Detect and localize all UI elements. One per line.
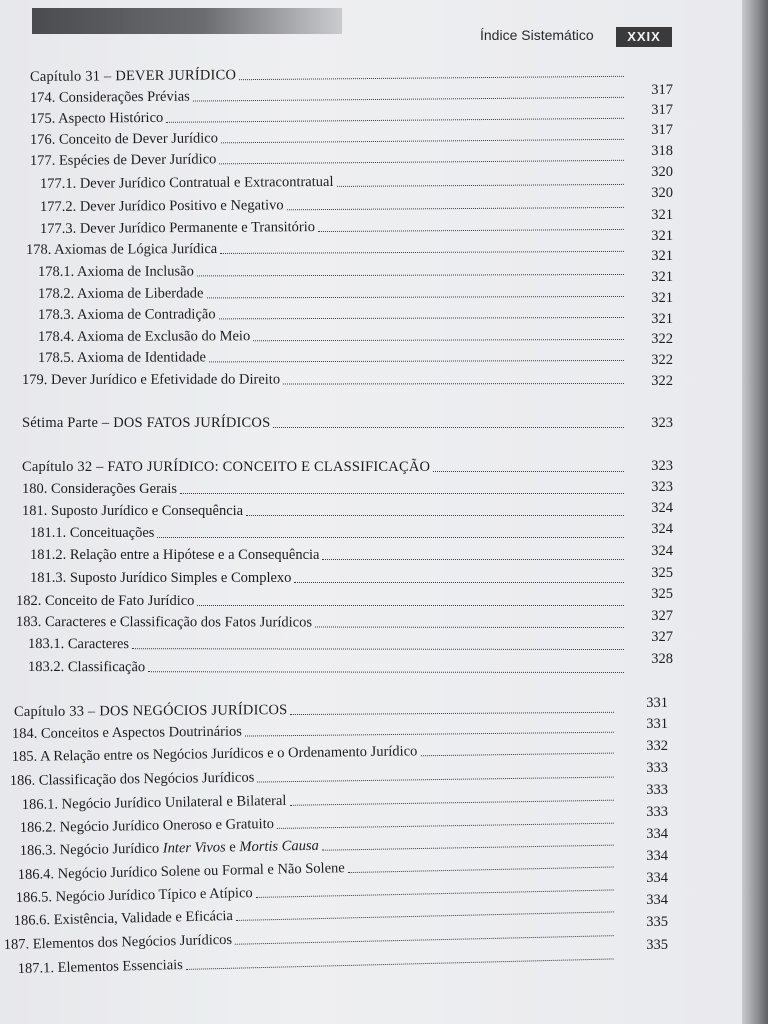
leader-dots: [148, 671, 624, 673]
toc-entry-label: 186.6. Existência, Validade e Eficácia: [13, 908, 234, 930]
toc-entry-label: Capítulo 32 – FATO JURÍDICO: CONCEITO E CLASSIFICAÇÃO: [22, 459, 431, 475]
leader-dots: [322, 845, 614, 851]
toc-page-number: 323: [651, 458, 673, 474]
toc-entry-label: 186. Classificação dos Negócios Jurídicos: [9, 769, 255, 790]
leader-dots: [283, 383, 624, 385]
leader-dots: [235, 935, 614, 945]
toc-entry-label: 186.4. Negócio Jurídico Solene ou Formal e Não Solene: [17, 860, 345, 884]
toc-entry-label: 181.2. Relação entre a Hipótese e a Consequência: [30, 547, 320, 563]
leader-dots: [186, 958, 614, 969]
roman-page-number: XXIX: [616, 27, 672, 47]
toc-entry: [30, 145, 630, 170]
toc-entry-label: 178.2. Axioma de Liberdade: [37, 285, 204, 302]
toc-entry-label: 184. Conceitos e Aspectos Doutrinários: [11, 723, 242, 743]
toc-entry-label: 181.3. Suposto Jurídico Simples e Complexo: [30, 570, 292, 586]
leader-dots: [219, 160, 624, 165]
toc-entry-label: 187.1. Elementos Essenciais: [17, 956, 184, 978]
toc-entry-label: 176. Conceito de Dever Jurídico: [29, 130, 219, 149]
toc-subentry: [28, 656, 630, 677]
toc-page-number: 321: [651, 207, 673, 223]
toc-entry-label: [20, 838, 319, 860]
toc-subentry: [38, 324, 630, 346]
toc-entry-label: 181.1. Conceituações: [30, 525, 155, 541]
leader-dots: [206, 296, 624, 298]
toc-page-number: 324: [651, 521, 673, 537]
leader-dots: [277, 823, 614, 829]
toc-entry: [22, 500, 630, 520]
leader-dots: [209, 360, 624, 362]
toc-entry-label: 180. Considerações Gerais: [22, 481, 178, 497]
toc-entry-label: 177.3. Dever Jurídico Permanente e Transitório: [39, 219, 316, 238]
toc-entry-label: 183.2. Classificação: [28, 659, 146, 676]
leader-dots: [236, 911, 614, 921]
toc-subentry: [30, 522, 630, 542]
toc-page-number: 321: [651, 248, 673, 264]
leader-dots: [257, 777, 614, 783]
toc-entry-label: 187. Elementos dos Negócios Jurídicos: [3, 931, 233, 954]
toc-entry-label: 185. A Relação entre os Negócios Jurídicos e o Ordenamento Jurídico: [11, 743, 418, 766]
toc-subentry: [38, 281, 630, 303]
toc-page-number: 321: [651, 228, 673, 244]
toc-entry-label: 183. Caracteres e Classificação dos Fatos Jurídicos: [16, 614, 312, 631]
toc-page-number: 334: [646, 892, 668, 908]
toc-page-number: 322: [651, 373, 673, 389]
toc-entry-label: Capítulo 31 – DEVER JURÍDICO: [29, 67, 237, 86]
toc-entry-label: Sétima Parte – DOS FATOS JURÍDICOS: [22, 415, 271, 431]
toc-entry-label: 174. Considerações Prévias: [29, 88, 190, 107]
toc-entry-label: 178.4. Axioma de Exclusão do Meio: [37, 328, 251, 345]
leader-dots: [289, 800, 613, 806]
leader-dots: [433, 471, 624, 472]
leader-dots: [197, 274, 624, 276]
leader-dots: [193, 97, 624, 102]
toc-entry-label: 183.1. Caracteres: [28, 636, 130, 653]
toc-entry-label: 178. Axiomas de Lógica Jurídica: [25, 240, 218, 258]
toc-page-number: 323: [651, 479, 673, 495]
leader-dots: [253, 339, 624, 341]
leader-dots: [245, 732, 614, 737]
toc-page-number: 333: [646, 804, 668, 820]
leader-dots: [420, 753, 613, 757]
toc-entry-label: 186.2. Negócio Jurídico Oneroso e Gratuito: [19, 816, 275, 837]
toc-entry: [22, 478, 630, 498]
toc-entry: [16, 611, 630, 632]
toc-page-number: 327: [651, 608, 673, 624]
toc-page-number: 334: [646, 826, 668, 842]
toc-page-number: 317: [651, 82, 673, 98]
toc-entry-label: Capítulo 33 – DOS NEGÓCIOS JURÍDICOS: [13, 702, 288, 720]
toc-page-number: 317: [651, 102, 673, 118]
toc-page-number: 332: [646, 738, 668, 754]
leader-dots: [287, 207, 624, 210]
toc-subentry: [28, 633, 630, 654]
toc-page-number: 331: [646, 695, 668, 711]
toc-entry-label: 179. Dever Jurídico e Efetividade do Direito: [21, 371, 281, 388]
toc-subentry: [30, 544, 630, 564]
toc-subentry: [38, 302, 630, 324]
toc-page-number: 335: [646, 937, 668, 953]
toc-entry-label: 177.2. Dever Jurídico Positivo e Negativo: [39, 197, 284, 216]
header-band: [32, 8, 342, 34]
toc-entry-label: 181. Suposto Jurídico e Consequência: [22, 503, 244, 519]
toc-entry-label: 178.1. Axioma de Inclusão: [37, 263, 194, 280]
toc-entry: [16, 590, 630, 610]
toc-page-number: 321: [651, 290, 673, 306]
leader-dots: [221, 139, 624, 144]
toc-chapter-heading: [22, 456, 630, 476]
toc-subentry: [30, 567, 630, 587]
toc-page-number: 321: [651, 311, 673, 327]
toc-page-number: 320: [651, 185, 673, 201]
toc-entry: [22, 368, 630, 389]
toc-page-number: 331: [646, 716, 668, 732]
toc-entry-label: 186.1. Negócio Jurídico Unilateral e Bilateral: [21, 792, 287, 814]
leader-dots: [318, 229, 624, 232]
leader-dots: [132, 648, 624, 650]
leader-dots: [157, 537, 624, 538]
toc-entry-label: 178.3. Axioma de Contradição: [37, 306, 216, 323]
toc-page-number: 335: [646, 914, 668, 930]
toc-page-number: 321: [651, 269, 673, 285]
toc-page-number: 325: [651, 586, 673, 602]
leader-dots: [322, 559, 624, 560]
toc-page-number: 324: [651, 500, 673, 516]
toc-page-number: 318: [651, 143, 673, 159]
leader-dots: [180, 493, 624, 494]
toc-subentry: [40, 214, 630, 238]
page-edge-shadow: [742, 0, 768, 1024]
toc-entry-label: 175. Aspecto Histórico: [29, 109, 164, 128]
leader-dots: [273, 427, 624, 428]
leader-dots: [348, 867, 614, 874]
toc-entry: [26, 236, 630, 259]
toc-page-number: 325: [651, 565, 673, 581]
toc-page-number: 328: [651, 651, 673, 667]
toc-entry-label: 182. Conceito de Fato Jurídico: [16, 593, 195, 609]
toc-page-number: 333: [646, 782, 668, 798]
leader-dots: [166, 118, 624, 123]
leader-dots: [294, 582, 624, 583]
toc-page-number: 334: [646, 870, 668, 886]
toc-subentry: [40, 192, 630, 216]
leader-dots: [239, 76, 624, 80]
toc-subentry: [38, 345, 630, 367]
leader-dots: [219, 317, 624, 319]
toc-page-number: 327: [651, 629, 673, 645]
toc-page-number: 320: [651, 164, 673, 180]
toc-page-number: 322: [651, 331, 673, 347]
toc-subentry: [40, 169, 630, 193]
toc-entry-label: 186.5. Negócio Jurídico Típico e Atípico: [15, 885, 253, 907]
toc-entry-label: 177. Espécies de Dever Jurídico: [29, 151, 217, 170]
toc-part-heading: [22, 412, 630, 432]
leader-dots: [290, 712, 614, 715]
running-header-title: Índice Sistemático: [480, 27, 594, 43]
leader-dots: [220, 251, 624, 254]
leader-dots: [246, 515, 624, 516]
toc-page-number: 324: [651, 543, 673, 559]
toc-page-number: 323: [651, 415, 673, 431]
toc-page-number: 317: [651, 122, 673, 138]
toc-page-number: 333: [646, 760, 668, 776]
toc-entry-label: 177.1. Dever Jurídico Contratual e Extracontratual: [39, 173, 334, 193]
toc-page-number: 334: [646, 848, 668, 864]
toc-entry-label: 178.5. Axioma de Identidade: [37, 349, 206, 366]
toc-page-number: 322: [651, 352, 673, 368]
leader-dots: [336, 184, 623, 187]
toc-subentry: [38, 259, 630, 281]
inter-vivos-label: 186.3. Negócio Jurídico Inter Vivos e Mortis Causa: [19, 837, 319, 860]
leader-dots: [315, 627, 624, 629]
leader-dots: [197, 605, 624, 606]
